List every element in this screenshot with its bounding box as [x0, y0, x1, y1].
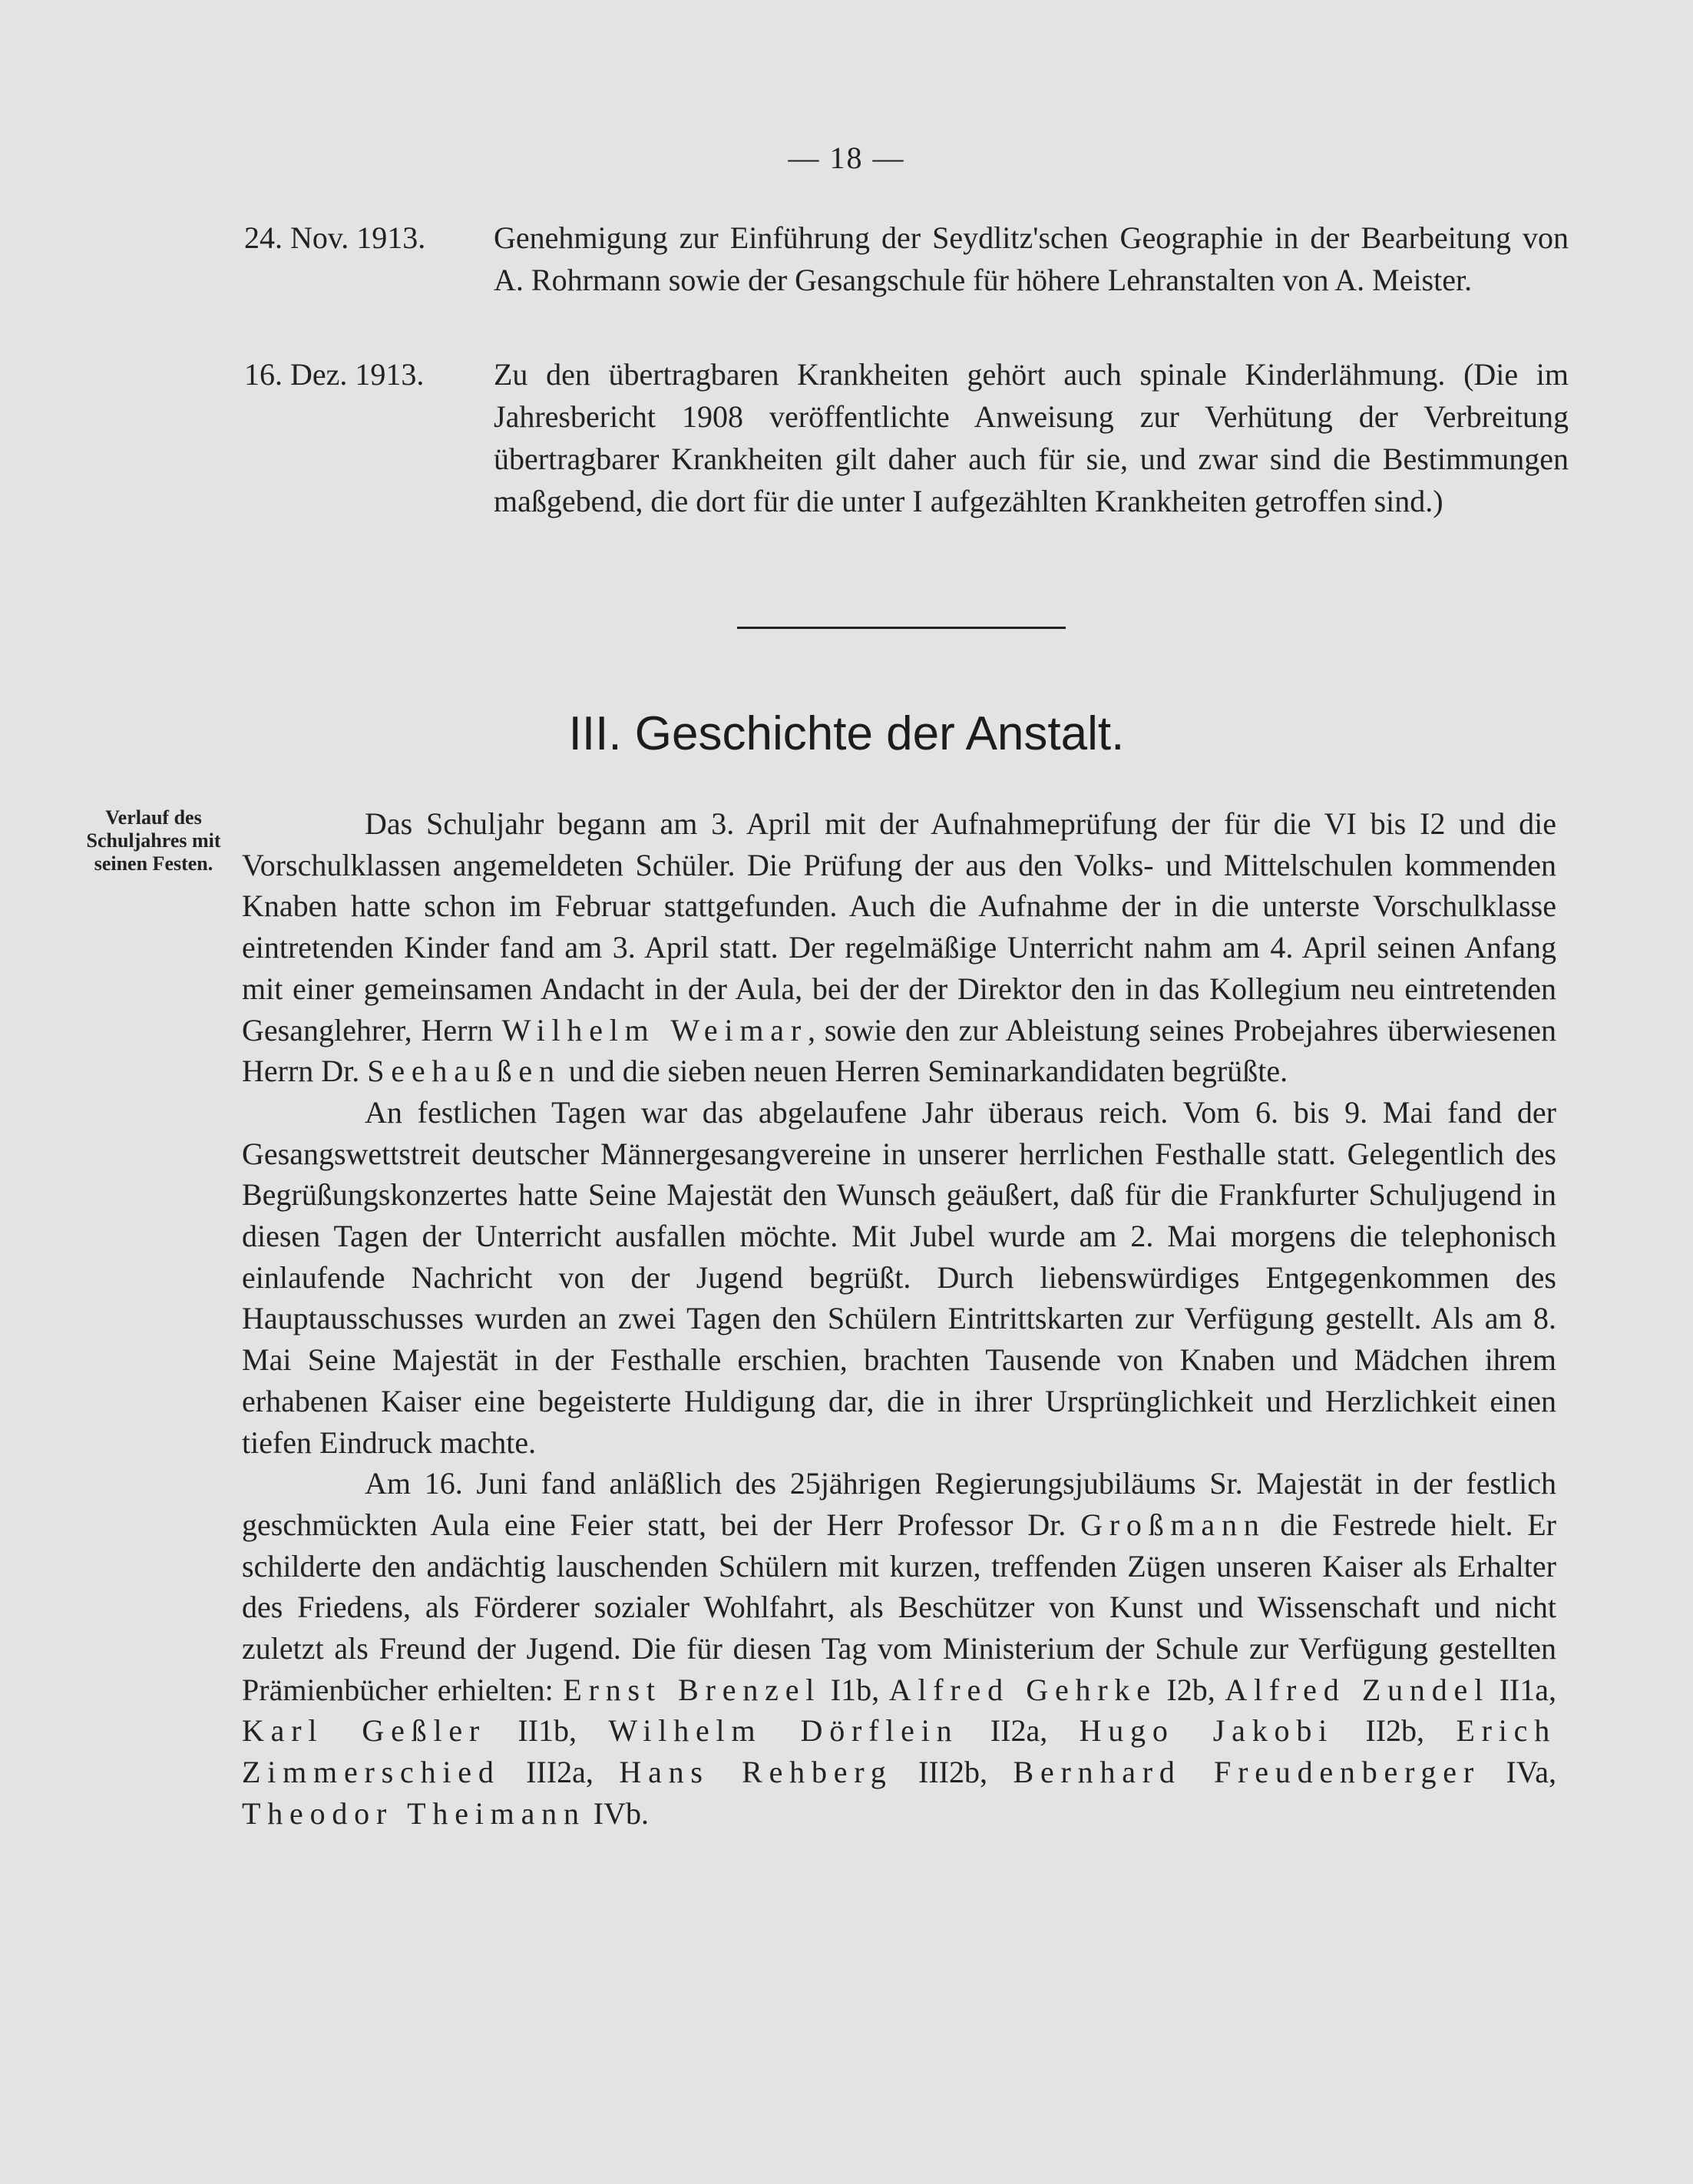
paragraph	[242, 1463, 1556, 1834]
section-title: III. Geschichte der Anstalt.	[568, 707, 1125, 760]
paragraph	[242, 803, 1556, 1092]
recipient-class: II2b,	[1334, 1713, 1457, 1749]
chronicle-entry	[244, 217, 1569, 301]
recipient-name: Alfred Gehrke	[888, 1672, 1157, 1707]
paragraph-text: Am 16. Juni fand anläßlich des 25jährigen Regierungsjubiläums Sr. Majestät in der festlich geschmückten Aula eine Feier statt, bei der Herr Professor Dr.	[242, 1466, 1556, 1542]
paragraph-text: Das Schuljahr begann am 3. April mit der Aufnahmeprüfung der für die VI bis I2 und die Vorschulklassen angemeldeten Schüler. Die Prüfung der aus den Volks- und Mittelschulen kommenden Knaben hatte schon im Februar stattgefunden. Auch die Aufnahme der in die unterste Vorschulklasse eintretenden Kinder fand am 3. April statt. Der regelmäßige Unterricht nahm am 4. April seinen Anfang mit einer gemeinsamen Andacht in der Aula, bei der der Direktor den in das Kollegium neu eintretenden Gesanglehrer, Herrn	[242, 806, 1556, 1047]
recipient-name: Erich Zimmerschied	[242, 1713, 1557, 1790]
paragraph-text: die Festrede hielt. Er schilderte den andächtig lauschenden Schülern mit kurzen, treffenden Zügen unseren Kaiser als Erhalter des Friedens, als Förderer sozialer Wohlfahrt, als Beschützer von Kunst und Wissenschaft und nicht zuletzt als Freund der Jugend. Die für diesen Tag vom Ministerium der Schule zur Verfügung gestellten Prämienbücher erhielten:	[242, 1507, 1556, 1707]
recipient-name: Ernst Brenzel	[563, 1672, 822, 1707]
recipient-name: Hugo Jakobi	[1079, 1713, 1334, 1749]
recipient-name: Alfred Zundel	[1225, 1672, 1490, 1707]
section-body	[242, 803, 1556, 1835]
paragraph: An festlichen Tagen war das abgelaufene Jahr überaus reich. Vom 6. bis 9. Mai fand der Gesangswettstreit deutscher Männergesangvereine in unserer herrlichen Festhalle statt. Gelegentlich des Begrüßungskonzertes hatte Seine Majestät den Wunsch geäußert, daß für die Frankfurter Schuljugend in diesen Tagen der Unterricht ausfallen möchte. Mit Jubel wurde am 2. Mai morgens die telephonisch einlaufende Nachricht von der Jugend begrüßt. Durch liebenswürdiges Entgegenkommen des Hauptausschusses wurden an zwei Tagen den Schülern Eintrittskarten zur Verfügung gestellt. Als am 8. Mai Seine Majestät in der Festhalle erschien, brachten Tausende von Knaben und Mädchen ihrem erhabenen Kaiser eine begeisterte Huldigung dar, die in ihrer Ursprünglichkeit und Herzlichkeit einen tiefen Eindruck machte.	[242, 1094, 1556, 1460]
recipient-class: II2a,	[958, 1713, 1080, 1749]
margin-note: Verlauf des Schuljahres mit seinen Festen.	[86, 806, 221, 875]
recipient-class: IVa,	[1480, 1755, 1556, 1790]
entry-date: 24. Nov. 1913.	[244, 220, 426, 255]
recipient-name: Bernhard Freudenberger	[1013, 1755, 1480, 1790]
entry-text: Genehmigung zur Einführung der Seydlitz'schen Geographie in der Bearbeitung von A. Rohrmann sowie der Gesangschule für höhere Lehranstalten von A. Meister.	[494, 220, 1569, 297]
paragraph-text: , sowie den zur Ableistung seines Probejahres überwiesenen Herrn Dr.	[242, 1012, 1556, 1089]
recipient-class: I1b,	[821, 1672, 889, 1707]
recipient-class: I2b,	[1156, 1672, 1225, 1707]
person-name: Wilhelm Weimar	[501, 1012, 808, 1047]
recipient-class: III2b,	[892, 1755, 1013, 1790]
recipient-class: II1b,	[486, 1713, 609, 1749]
entry-date: 16. Dez. 1913.	[244, 357, 425, 392]
chronicle-entry	[244, 353, 1569, 522]
recipient-name: Hans Rehberg	[619, 1755, 893, 1790]
recipient-name: Karl Geßler	[242, 1713, 487, 1749]
paragraph-text: und die sieben neuen Herren Seminarkandidaten begrüßte.	[560, 1054, 1288, 1089]
recipient-name: Wilhelm Dörflein	[608, 1713, 959, 1749]
section-divider	[737, 627, 1066, 629]
recipient-class: III2a,	[500, 1755, 620, 1790]
recipient-name: Theodor Theimann	[242, 1795, 586, 1831]
recipient-class: IVb.	[585, 1795, 649, 1831]
person-name: Seehaußen	[367, 1054, 561, 1089]
entry-text: Zu den übertragbaren Krankheiten gehört auch spinale Kinderlähmung. (Die im Jahresbericht 1908 veröffentlichte Anweisung zur Verhütung der Verbreitung übertragbarer Krankheiten gilt daher auch für sie, und zwar sind die Bestimmungen maßgebend, die dort für die unter I aufgezählten Krankheiten getroffen sind.)	[494, 357, 1569, 518]
person-name: Großmann	[1080, 1507, 1266, 1542]
page-number: — 18 —	[788, 141, 905, 175]
recipient-class: II1a,	[1490, 1672, 1556, 1707]
